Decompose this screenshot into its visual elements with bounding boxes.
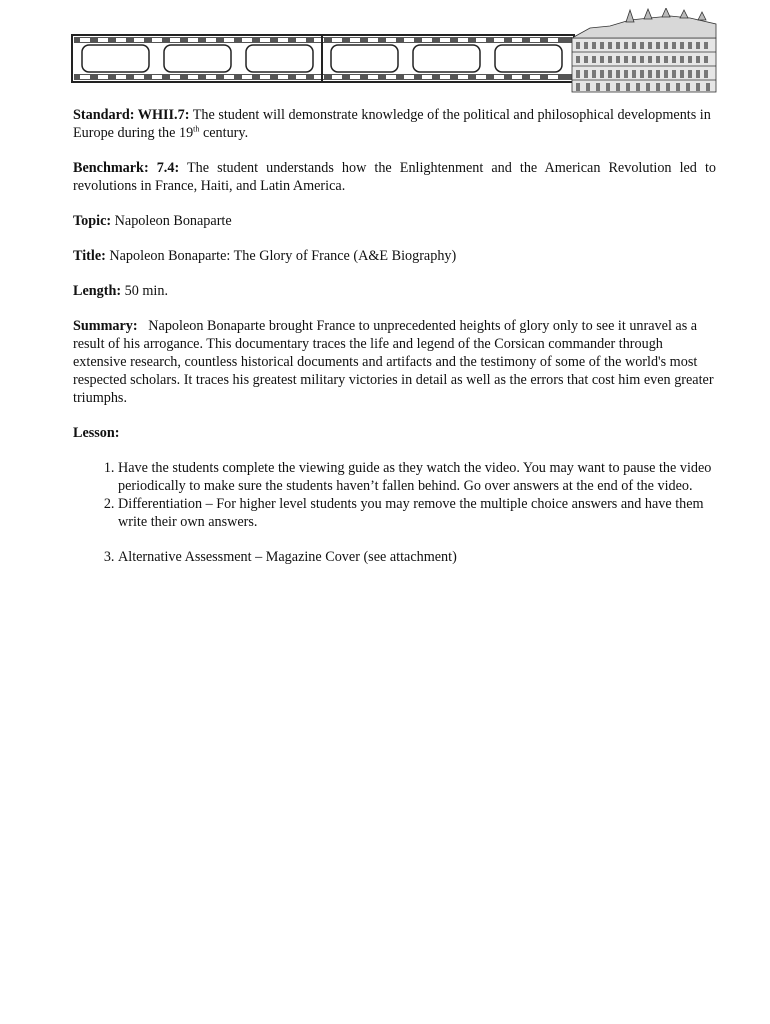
list-item: 2. Differentiation – For higher level students you may remove the multiple choice answers and have them write their own answers. [118, 495, 716, 531]
list-item: 3. Alternative Assessment – Magazine Cover (see attachment) [118, 548, 716, 566]
standard-text-end: century. [199, 125, 249, 141]
standard-label: Standard: WHII.7: [73, 107, 190, 123]
standard-superscript: th [193, 124, 200, 134]
summary-label: Summary: [73, 318, 138, 334]
lesson-heading [73, 424, 716, 442]
topic-text: Napoleon Bonaparte [111, 213, 232, 229]
topic-paragraph [73, 212, 716, 230]
lesson-list [73, 459, 716, 566]
length-label: Length: [73, 283, 122, 299]
title-paragraph [73, 247, 716, 265]
length-text: 50 min. [121, 283, 168, 299]
summary-text: Napoleon Bonaparte brought France to unprecedented heights of glory only to see it unravel as a result of his arrogance. This documentary traces the life and legend of the Corsican commander through extensive research, countless historical documents and artifacts and the testimony of some of the world's most respected scholars. It traces his greatest military victories in detail as well as the errors that cost him even greater triumphs. [73, 318, 718, 406]
benchmark-label: Benchmark: 7.4: [73, 160, 180, 176]
filmstrip-building-icon [70, 8, 718, 94]
title-text: Napoleon Bonaparte: The Glory of France (A&E Biography) [105, 248, 457, 264]
standard-paragraph [73, 106, 716, 142]
standard-text: The student will demonstrate knowledge of the political and philosophical developments in Europe during the 19 [73, 107, 711, 141]
benchmark-text: The student understands how the Enlightenment and the American Revolution led to revolutions in France, Haiti, and Latin America. [73, 160, 716, 194]
summary-paragraph [73, 317, 716, 407]
lesson-label: Lesson: [73, 425, 120, 441]
length-paragraph [73, 282, 716, 300]
list-item: 1. Have the students complete the viewing guide as they watch the video. You may want to pause the video periodically to make sure the students haven’t fallen behind. Go over answers at the end of the video. [118, 459, 716, 495]
topic-label: Topic: [73, 213, 112, 229]
benchmark-paragraph [73, 159, 716, 195]
title-label: Title: [73, 248, 106, 264]
lesson-plan-body [73, 106, 716, 566]
